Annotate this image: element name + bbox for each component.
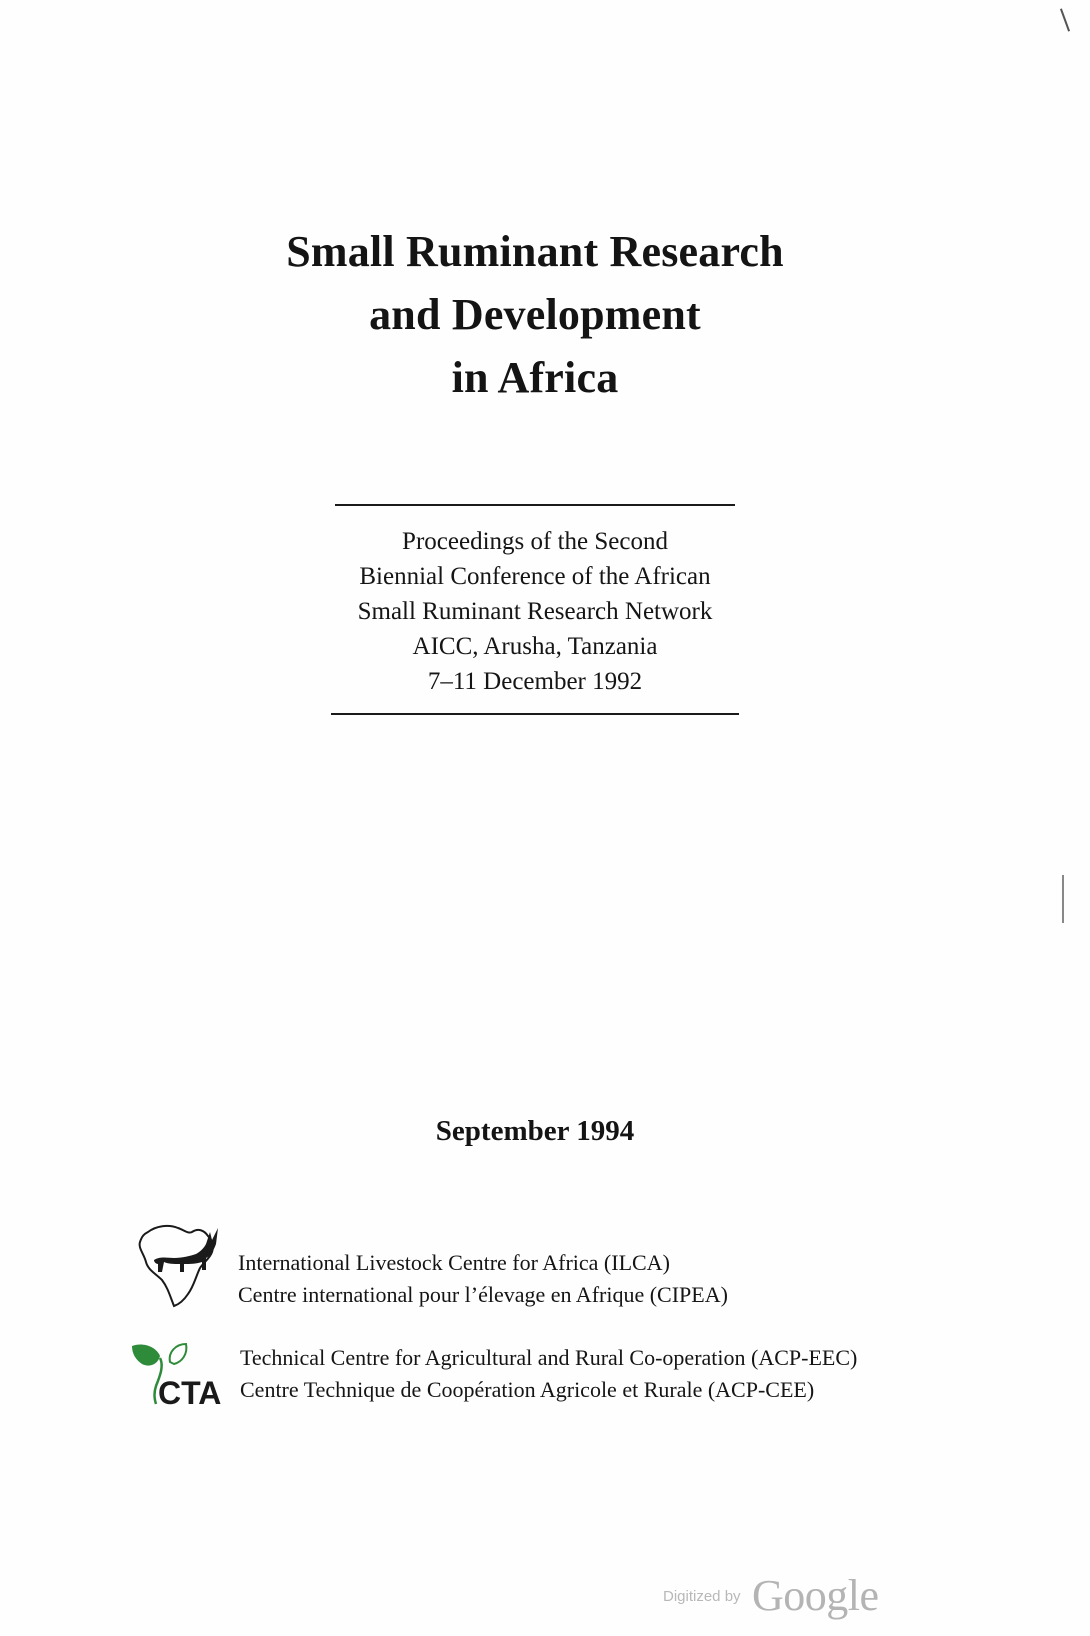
digitized-watermark [663,1570,903,1620]
proceedings-line-2: Biennial Conference of the African [359,563,711,590]
scan-mark-top [1060,8,1070,31]
ilca-name-french: Centre international pour l’élevage en Afrique (CIPEA) [238,1282,728,1307]
ilca-name-english: International Livestock Centre for Africa (ILCA) [238,1250,670,1275]
divider-top [335,504,735,506]
book-title-line-3: in Africa [451,353,619,402]
proceedings-line-1: Proceedings of the Second [402,528,668,555]
book-title [0,220,1070,409]
publication-date: September 1994 [435,1115,635,1147]
book-title-line-2: and Development [369,290,701,339]
ilca-africa-logo [134,1218,234,1318]
cta-logo-text: CTA [158,1375,222,1408]
proceedings-line-4: AICC, Arusha, Tanzania [412,633,658,660]
digitized-by-label: Digitized by [663,1588,741,1605]
proceedings-line-3: Small Ruminant Research Network [357,598,713,625]
google-wordmark: Google [752,1571,879,1620]
cta-leaf-logo [130,1342,234,1408]
book-title-line-1: Small Ruminant Research [286,227,784,276]
proceedings-subtitle [0,524,1070,699]
proceedings-line-5: 7–11 December 1992 [427,668,643,695]
divider-bottom [331,713,739,715]
cta-name-french: Centre Technique de Coopération Agricole et Rurale (ACP-CEE) [240,1377,815,1402]
cta-name-english: Technical Centre for Agricultural and Rural Co-operation (ACP-EEC) [240,1345,858,1370]
scan-mark-edge [1062,875,1064,923]
